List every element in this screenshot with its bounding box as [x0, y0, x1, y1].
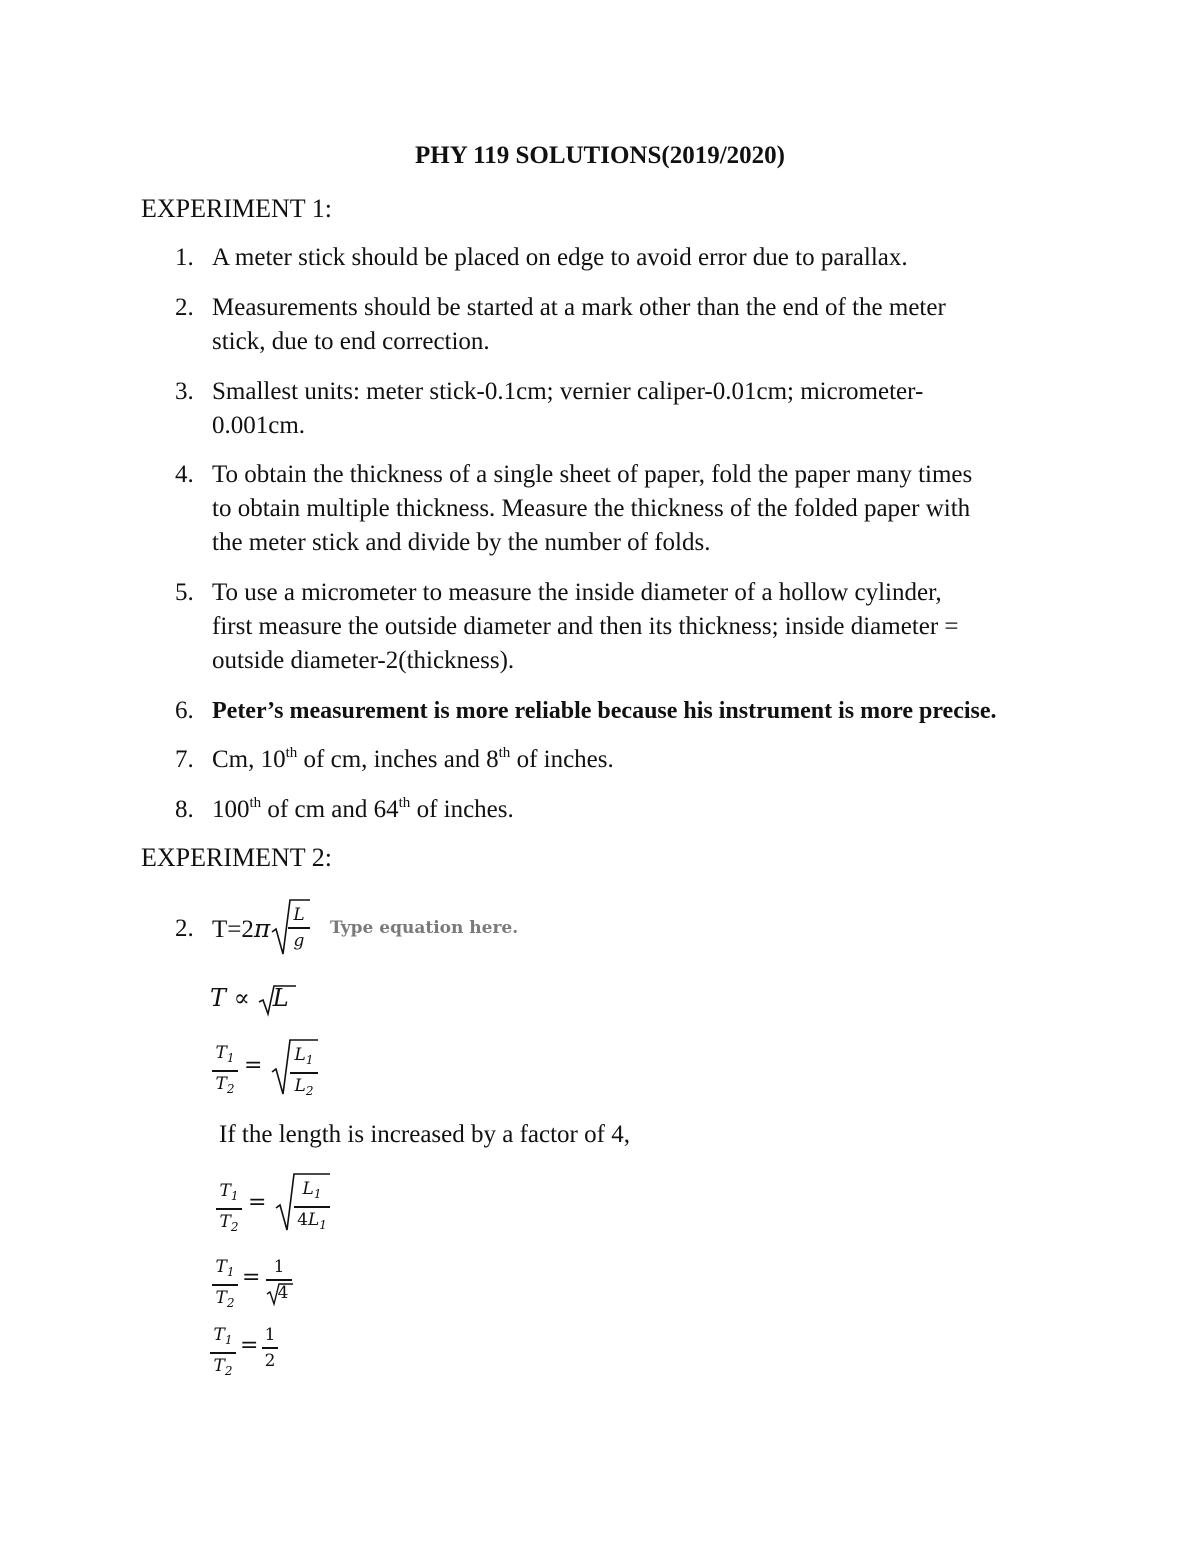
- equation-proportional: T ∝ L: [210, 984, 289, 1012]
- fraction-t1-over-t2: $T_1$ $T_2$: [212, 1256, 238, 1314]
- fraction-1-over-sqrt4: 1 4: [266, 1256, 292, 1304]
- equation-placeholder: Type equation here.: [330, 918, 519, 938]
- fraction-1-over-2: 1 2: [262, 1324, 278, 1372]
- fraction-l-over-g: L g: [288, 904, 310, 952]
- experiment-1-heading: EXPERIMENT 1:: [141, 194, 332, 223]
- fraction-l1-over-4l1: $L_1$ $4L_1$: [294, 1178, 330, 1236]
- sqrt-sign: [266, 1282, 296, 1306]
- document-title: PHY 119 SOLUTIONS(2019/2020): [415, 142, 785, 169]
- equals-sign: =: [240, 1333, 259, 1358]
- document-page: PHY 119 SOLUTIONS(2019/2020) EXPERIMENT 1: 1. A meter stick should be placed on edge to avoid error due to parallax. 2. Measurements should be started at a mark other than the end of the meter stick, due to end correction. 3. Smallest units: meter stick-0.1cm; vernier caliper-0.01cm; micrometer- 0.001cm. 4. To obtain the thickness of a single sheet of paper, fold the paper many times to obtain multiple thickness. Measure the thickness of the folded paper with the meter stick and divide by the number of folds. 5. To use a micrometer to measure the inside diameter of a hollow cylinder, first measure the outside diameter and then its thickness; inside diameter = outside diameter-2(thickness). 6. Peter’s measurement is more reliable because his instrument is more precise. 7. Cm, 10th of cm, inches and 8th of inches. 8. 100th of cm and 64th of inches. EXPERIMENT 2: 2. T=2π L g Type equation here. T ∝ L $T_1$ $T_2$ = $L_1$ $L_2$ If the length is increased by a factor of 4, $T_1$ $T_2$ = $L_1$ $4L_1$ $T_1$ $T_2$ = 1 4 $T_1$ $T_2$ = 1 2: [0, 0, 1200, 1553]
- fraction-t1-over-t2: $T_1$ $T_2$: [216, 1180, 242, 1238]
- equals-sign: =: [242, 1265, 261, 1290]
- sqrt-sign: [258, 984, 298, 1018]
- experiment-2-heading: EXPERIMENT 2:: [141, 843, 332, 872]
- equals-sign: =: [244, 1053, 263, 1078]
- fraction-t1-over-t2: $T_1$ $T_2$: [212, 1042, 238, 1100]
- factor-sentence: If the length is increased by a factor of 4,: [219, 1121, 630, 1148]
- fraction-l1-over-l2: $L_1$ $L_2$: [290, 1044, 318, 1102]
- fraction-t1-over-t2: $T_1$ $T_2$: [210, 1324, 236, 1382]
- equals-sign: =: [248, 1190, 267, 1215]
